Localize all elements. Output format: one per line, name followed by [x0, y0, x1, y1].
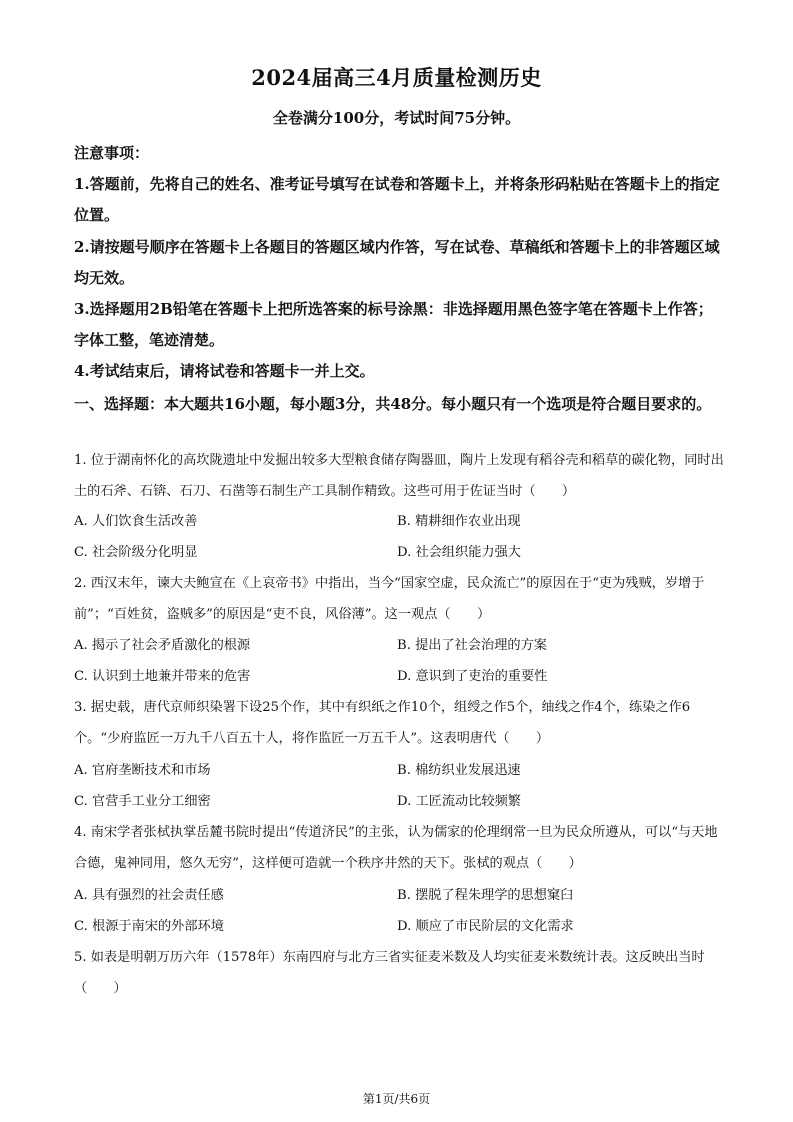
- page-title: 2024届高三4月质量检测历史: [251, 65, 542, 90]
- question-stem: 3. 据史载，唐代京师织染署下设25个作，其中有织纸之作10个，组绶之作5个，䌷线之作4个，练染之作6个。“少府监匠一万九千八百五十人，将作监匠一万五千人”。这表明唐代（ ）: [74, 700, 691, 746]
- option-a: A. 揭示了社会矛盾激化的根源: [74, 638, 251, 653]
- option-d: D. 社会组织能力强大: [397, 545, 521, 560]
- notes-heading: 注意事项：: [74, 144, 150, 162]
- options-grid: [74, 880, 726, 942]
- option-b: B. 提出了社会治理的方案: [397, 638, 547, 653]
- option-c: C. 根源于南宋的外部环境: [74, 919, 224, 934]
- exam-info: 全卷满分100分，考试时间75分钟。: [272, 109, 521, 127]
- question-stem: 1. 位于湖南怀化的高坎陇遗址中发掘出较多大型粮食储存陶器皿，陶片上发现有稻谷壳和稻草的碳化物，同时出土的石斧、石锛、石刀、石凿等石制生产工具制作精致。这些可用于佐证当时（ ）: [74, 453, 724, 499]
- option-b: B. 精耕细作农业出现: [397, 514, 521, 529]
- note-item: 2.请按题号顺序在答题卡上各题目的答题区域内作答，写在试卷、草稿纸和答题卡上的非答题区域均无效。: [74, 237, 720, 287]
- notes-block: [74, 138, 726, 388]
- option-b: B. 棉纺织业发展迅速: [397, 763, 521, 778]
- note-item: 4.考试结束后，请将试卷和答题卡一并上交。: [74, 362, 375, 381]
- option-d: D. 工匠流动比较频繁: [397, 794, 521, 809]
- options-grid: [74, 630, 726, 692]
- option-c: C. 认识到土地兼并带来的危害: [74, 669, 251, 684]
- page-number: 第1页/共6页: [362, 1092, 431, 1106]
- option-c: C. 官营手工业分工细密: [74, 794, 211, 809]
- note-item: 3.选择题用2B铅笔在答题卡上把所选答案的标号涂黑：非选择题用黑色签字笔在答题卡上作答；字体工整，笔迹清楚。: [74, 300, 713, 350]
- option-a: A. 人们饮食生活改善: [74, 514, 198, 529]
- question-stem: 2. 西汉末年，谏大夫鲍宣在《上哀帝书》中指出，当今“国家空虚，民众流亡”的原因在于“吏为残贼，岁增于前”；“百姓贫，盗贼多”的原因是“吏不良，风俗薄”。这一观点（ ）: [74, 576, 705, 622]
- option-d: D. 顺应了市民阶层的文化需求: [397, 919, 574, 934]
- question-stem: 5. 如表是明朝万历六年（1578年）东南四府与北方三省实征麦米数及人均实征麦米数统计表。这反映出当时（ ）: [74, 950, 705, 996]
- question-stem: 4. 南宋学者张栻执掌岳麓书院时提出“传道济民”的主张，认为儒家的伦理纲常一旦为民众所遵从，可以“与天地合德，鬼神同用，悠久无穷”，这样便可造就一个秩序井然的天下。张栻的观点（ ）: [74, 825, 718, 871]
- option-a: A. 官府垄断技术和市场: [74, 763, 211, 778]
- section-title: 一、选择题：本大题共16小题，每小题3分，共48分。每小题只有一个选项是符合题目要求的。: [74, 395, 712, 413]
- option-c: C. 社会阶级分化明显: [74, 545, 198, 560]
- note-item: 1.答题前，先将自己的姓名、准考证号填写在试卷和答题卡上，并将条形码粘贴在答题卡上的指定位置。: [74, 175, 720, 225]
- option-a: A. 具有强烈的社会责任感: [74, 888, 224, 903]
- options-grid: [74, 755, 726, 817]
- option-d: D. 意识到了吏治的重要性: [397, 669, 548, 684]
- option-b: B. 摆脱了程朱理学的思想窠臼: [397, 888, 574, 903]
- options-grid: [74, 506, 726, 568]
